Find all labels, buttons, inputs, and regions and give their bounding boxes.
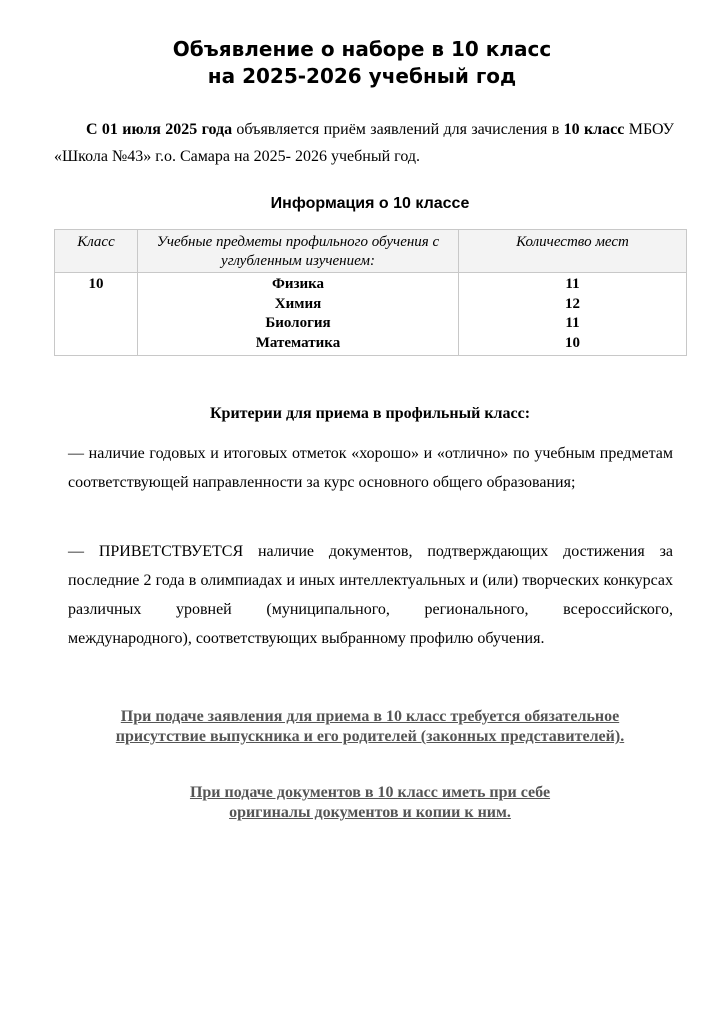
places-item: 12 — [565, 295, 580, 312]
header-subjects: Учебные предметы профильного обучения с углубленным изучением: — [138, 230, 459, 273]
criteria-item-grades: — наличие годовых и итоговых отметок «хорошо» и «отлично» по учебным предметам соответствующей направленности за курс основного общего образования; — [68, 445, 673, 491]
places-item: 11 — [565, 315, 580, 331]
class-cell: 10 — [55, 273, 138, 356]
class-info-table — [54, 229, 687, 356]
table-header-row — [55, 230, 687, 273]
title-line-1: Объявление о наборе в 10 класс — [172, 37, 552, 61]
notice-documents-line-1: При подаче документов в 10 класс иметь при себе — [189, 784, 551, 801]
info-heading: Информация о 10 классе — [270, 195, 470, 212]
criteria-heading: Критерии для приема в профильный класс: — [209, 405, 531, 422]
notice-documents-line-2: оригиналы документов и копии к ним. — [229, 804, 511, 821]
intro-date: С 01 июля 2025 года — [86, 121, 233, 138]
notice-attendance-line-1: При подаче заявления для приема в 10 класс требуется обязательное — [120, 708, 620, 725]
intro-text-1: объявляется приём заявлений для зачисления в — [232, 121, 564, 138]
notice-documents — [0, 783, 724, 823]
places-item: 11 — [565, 276, 580, 292]
header-places: Количество мест — [459, 230, 687, 273]
subject-item: Биология — [265, 315, 331, 331]
subjects-cell — [138, 273, 459, 356]
header-class: Класс — [55, 230, 138, 273]
table-row — [55, 273, 687, 356]
places-item: 10 — [565, 334, 580, 351]
criteria-item-achievements: — ПРИВЕТСТВУЕТСЯ наличие документов, подтверждающих достижения за последние 2 года в олимпиадах и иных интеллектуальных и (или) творческих конкурсах различных уровней (муниципального, регионального, всероссийского, международного), соответствующих выбранному профилю обучения. — [68, 543, 673, 647]
title-line-2: на 2025-2026 учебный год — [207, 64, 517, 88]
intro-text-2: МБОУ «Школа №43» г.о. Самара на 2025- 2026 учебный год. — [54, 121, 675, 165]
intro-paragraph — [54, 116, 674, 170]
subject-item: Химия — [274, 295, 322, 312]
notice-attendance — [0, 707, 724, 747]
notice-attendance-line-2: присутствие выпускника и его родителей (законных представителей). — [115, 728, 625, 745]
intro-class: 10 класс — [563, 121, 625, 138]
subject-item: Физика — [271, 276, 325, 292]
subject-item: Математика — [255, 334, 341, 351]
places-cell — [459, 273, 687, 356]
page-title — [0, 36, 724, 90]
